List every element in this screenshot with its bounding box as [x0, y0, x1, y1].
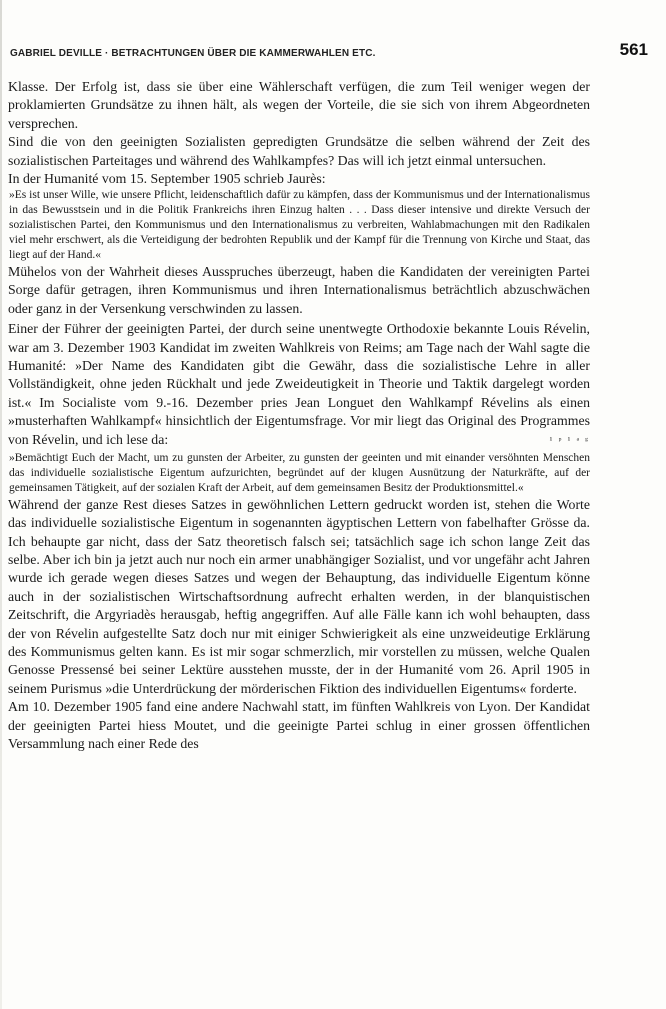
- margin-mark: ¹ ᵖ ¹ ᵃ ᵍ: [549, 434, 590, 445]
- page-number: 561: [619, 40, 648, 59]
- paragraph-4: Mühelos von der Wahrheit dieses Ausspruches überzeugt, haben die Kandidaten der vereinigten Partei Sorge dafür getragen, ihren Kommunismus und ihren Internationalismus beträchtlich abzuschwächen oder ganz in der Versenkung verschwinden zu lassen.: [8, 263, 590, 316]
- paragraph-2: Sind die von den geeinigten Sozialisten gepredigten Grundsätze die selben während der Zeit des sozialistischen Parteitages und während des Wahlkampfes? Das will ich jetzt einmal untersuchen.: [8, 134, 590, 168]
- scan-edge: [0, 0, 2, 1009]
- page-header: [10, 40, 648, 66]
- page-body: [8, 78, 590, 753]
- running-title: GABRIEL DEVILLE · BETRACHTUNGEN ÜBER DIE KAMMERWAHLEN ETC.: [10, 48, 376, 59]
- paragraph-5-text: Einer der Führer der geeinigten Partei, der durch seine unentwegte Orthodoxie bekannte Louis Révelin, war am 3. Dezember 1903 Kandidat im zweiten Wahlkreis von Reims; am Tage nach der Wahl sagte die Humanité: »Der Name des Kandidaten gibt die Gewähr, dass die sozialistische Lehre in aller Vollständigkeit, ohne jeden Rückhalt und jede Zweideutigkeit in Theorie und Taktik dargelegt worden ist.« Im Socialiste vom 9.-16. Dezember pries Jean Longuet den Wahlkampf Révelins als einen »musterhaften Wahlkampf« hinsichtlich der Eigentumsfrage. Vor mir liegt das Original des Programmes von Révelin, und ich lese da:: [8, 321, 590, 447]
- paragraph-1: Klasse. Der Erfolg ist, dass sie über eine Wählerschaft verfügen, die zum Teil weniger wegen der proklamierten Grundsätze zu ihnen hält, als wegen der Vorteile, die sie sich von ihrem Abgeordneten versprechen.: [8, 79, 590, 131]
- quote-revelin-program: »Bemächtigt Euch der Macht, um zu gunsten der Arbeiter, zu gunsten der geeinten und mit einander versöhnten Menschen das individuelle sozialistische Eigentum aufzurichten, begründet auf der klugen Ausnützung der Naturkräfte, auf der gemeinsamen Tätigkeit, auf der sozialen Kraft der Arbeit, auf dem gemeinsamen Besitz der Produktionsmittel.«: [9, 452, 590, 494]
- paragraph-6: Während der ganze Rest dieses Satzes in gewöhnlichen Lettern gedruckt worden ist, stehen die Worte das individuelle sozialistische Eigentum in sogenannten ägyptischen Lettern von fabelhafter Grösse da. Ich behaupte gar nicht, dass der Satz theoretisch falsch sei; tatsächlich sage ich schon lange Zeit das selbe. Aber ich bin ja jetzt auch nur noch ein armer unabhängiger Sozialist, und vor ungefähr acht Jahren wurde ich gerade wegen dieses Satzes und wegen der Behauptung, das individuelle Eigentum könne auch in der sozialistischen Wirtschaftsordnung aufrecht erhalten werden, in der blanquistischen Zeitschrift, die Argyriadès herausgab, heftig angegriffen. Auf alle Fälle kann ich wohl behaupten, dass der von Révelin aufgestellte Satz doch nur mit einiger Schwierigkeit als eine unzweideutige Erklärung des Kommunismus gelten kann. Es ist mir sogar schmerzlich, mir vorstellen zu müssen, welche Qualen Genosse Pressensé bei seiner Lektüre ausstehen musste, der in der Humanité vom 26. April 1905 in seinem Purismus »die Unterdrückung der mörderischen Fiktion des individuellen Eigentums« forderte.: [8, 496, 590, 696]
- paragraph-3: In der Humanité vom 15. September 1905 schrieb Jaurès:: [8, 171, 326, 187]
- quote-jaures: »Es ist unser Wille, wie unsere Pflicht, leidenschaftlich dafür zu kämpfen, dass der Kommunismus und der Internationalismus in das Bewusstsein und in die Politik Frankreichs ihren Einzug halten . . . Dass dieser intensive und direkte Versuch der sozialistischen Partei, den Kommunismus und den Internationalismus zu verbreiten, Wahlabmachungen mit den Radikalen viel mehr erschwert, als die Verteidigung der bedrohten Republik und der Kampf für die Trennung von Kirche und Staat, das liegt auf der Hand.«: [9, 189, 590, 262]
- paragraph-7: Am 10. Dezember 1905 fand eine andere Nachwahl statt, im fünften Wahlkreis von Lyon. Der Kandidat der geeinigten Partei hiess Moutet, und die geeinigte Partei schlug in einer grossen öffentlichen Versammlung nach einer Rede des: [8, 699, 590, 752]
- paragraph-5: [8, 320, 590, 449]
